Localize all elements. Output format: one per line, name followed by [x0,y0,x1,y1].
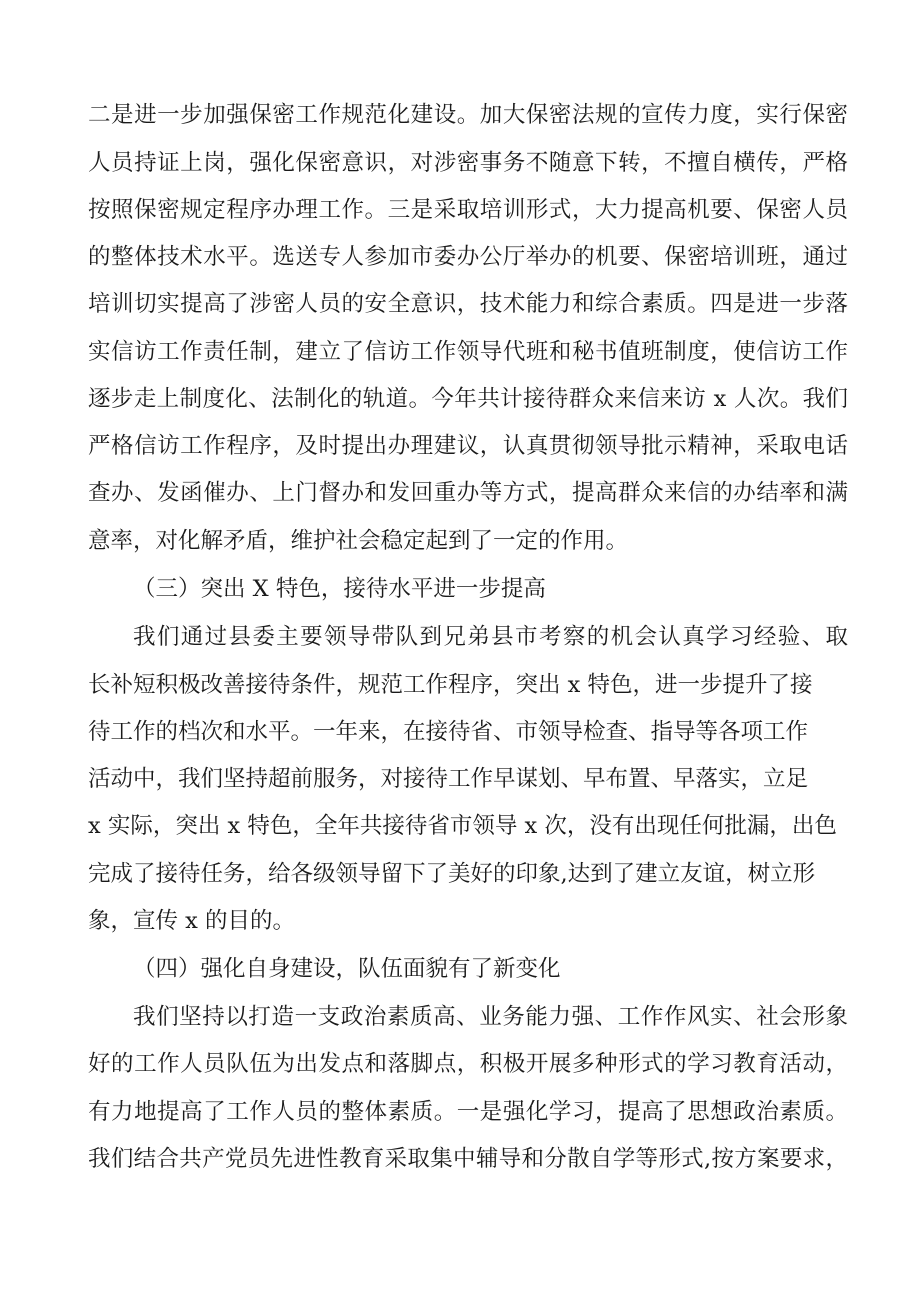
section-heading-3: （三）突出 X 特色，接待水平进一步提高 [133,576,546,602]
paragraph-line: 长补短积极改善接待条件，规范工作程序，突出 x 特色，进一步提升了接 [88,672,813,698]
paragraph-line: 好的工作人员队伍为出发点和落脚点，积极开展多种形式的学习教育活动， [88,1051,848,1077]
paragraph-line: 活动中，我们坚持超前服务，对接待工作早谋划、早布置、早落实，立足 [88,766,809,792]
paragraph-line: 实信访工作责任制，建立了信访工作领导代班和秘书值班制度，使信访工作 [88,339,848,365]
paragraph-line: 严格信访工作程序，及时提出办理建议，认真贯彻领导批示精神，采取电话 [88,433,848,459]
paragraph-line: 人员持证上岗，强化保密意识，对涉密事务不随意下转，不擅自横传，严格 [88,150,848,176]
paragraph-line: x 实际，突出 x 特色，全年共接待省市领导 x 次，没有出现任何批漏，出色 [88,813,837,839]
paragraph-line: 的整体技术水平。选送专人参加市委办公厅举办的机要、保密培训班，通过 [88,244,848,270]
section-heading-4: （四）强化自身建设，队伍面貌有了新变化 [133,956,561,982]
paragraph-line: 有力地提高了工作人员的整体素质。一是强化学习，提高了思想政治素质。 [88,1099,848,1125]
paragraph-line: 完成了接待任务，给各级领导留下了美好的印象,达到了建立友谊，树立形 [88,861,816,887]
paragraph-line: 逐步走上制度化、法制化的轨道。今年共计接待群众来信来访 x 人次。我们 [88,386,848,412]
paragraph-line: 待工作的档次和水平。一年来，在接待省、市领导检查、指导等各项工作 [88,719,809,745]
paragraph-line: 按照保密规定程序办理工作。三是采取培训形式，大力提高机要、保密人员 [88,197,848,223]
paragraph-line: 意率，对化解矛盾，维护社会稳定起到了一定的作用。 [88,528,629,554]
paragraph-line: 二是进一步加强保密工作规范化建设。加大保密法规的宣传力度，实行保密 [88,102,848,128]
paragraph-line: 我们结合共产党员先进性教育采取集中辅导和分散自学等形式,按方案要求， [88,1146,848,1172]
paragraph-line: 我们坚持以打造一支政治素质高、业务能力强、工作作风实、社会形象 [133,1004,848,1030]
paragraph-line: 我们通过县委主要领导带队到兄弟县市考察的机会认真学习经验、取 [133,624,848,650]
paragraph-line: 象，宣传 x 的目的。 [88,908,295,934]
paragraph-line: 查办、发函催办、上门督办和发回重办等方式，提高群众来信的办结率和满 [88,480,848,506]
paragraph-line: 培训切实提高了涉密人员的安全意识，技术能力和综合素质。四是进一步落 [88,291,848,317]
